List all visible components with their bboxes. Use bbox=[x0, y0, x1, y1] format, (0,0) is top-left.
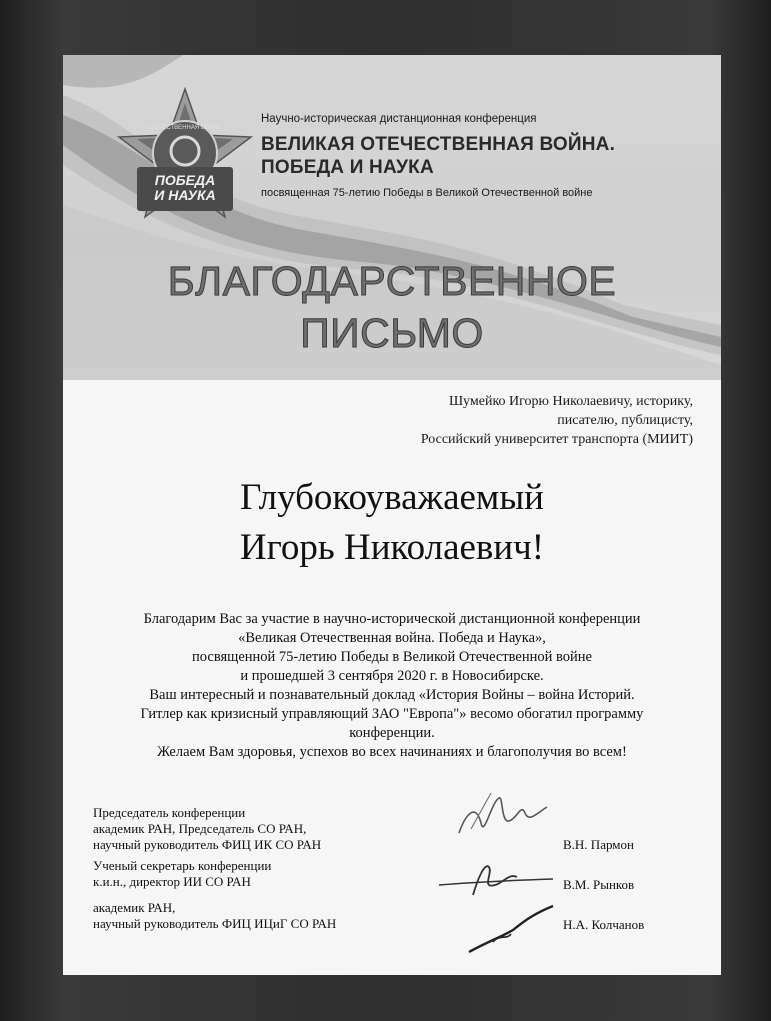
emblem-line2: И НАУКА bbox=[154, 187, 216, 203]
document-title-line2: ПИСЬМО bbox=[300, 310, 484, 356]
signatory-position-line: Ученый секретарь конференции bbox=[93, 858, 272, 873]
body-line: Гитлер как кризисный управляющий ЗАО "Европа"» весомо обогатил программу bbox=[140, 706, 644, 722]
body-line: посвященной 75-летию Победы в Великой Отечественной войне bbox=[192, 649, 592, 665]
body-line: Благодарим Вас за участие в научно-исторической дистанционной конференции bbox=[143, 611, 641, 627]
letter-sheet bbox=[63, 55, 721, 975]
conference-title bbox=[261, 133, 701, 179]
document-title bbox=[63, 255, 721, 359]
signature-3 bbox=[463, 900, 563, 960]
body-line: «Великая Отечественная война. Победа и Наука», bbox=[238, 630, 546, 646]
letter-body bbox=[93, 610, 691, 762]
signature-2 bbox=[433, 855, 563, 900]
victory-star-emblem-icon bbox=[115, 87, 255, 227]
conference-title-line2: ПОБЕДА И НАУКА bbox=[261, 157, 434, 178]
signatory-position-line: академик РАН, bbox=[93, 900, 176, 915]
body-line: Ваш интересный и познавательный доклад «История Войны – война Историй. bbox=[149, 687, 635, 703]
signatory-position-line: академик РАН, Председатель СО РАН, bbox=[93, 821, 307, 836]
greeting-line1: Глубокоуважаемый bbox=[240, 477, 544, 518]
body-line: конференции. bbox=[349, 725, 435, 741]
signatory-1-position bbox=[93, 805, 321, 853]
signature-1 bbox=[451, 783, 561, 843]
signatory-2-position bbox=[93, 858, 271, 890]
signatory-position-line: научный руководитель ФИЦ ИК СО РАН bbox=[93, 837, 322, 852]
recipient-line2: писателю, публицисту, bbox=[557, 413, 693, 428]
conference-type: Научно-историческая дистанционная конференция bbox=[261, 113, 537, 125]
conference-dedication: посвященная 75-летию Победы в Великой Отечественной войне bbox=[261, 187, 593, 199]
emblem-arc-text: ОТЕЧЕСТВЕННАЯ ВОЙНА bbox=[146, 125, 222, 131]
signatory-3-position bbox=[93, 900, 336, 932]
conference-title-line1: ВЕЛИКАЯ ОТЕЧЕСТВЕННАЯ ВОЙНА. bbox=[261, 134, 616, 155]
emblem-line1: ПОБЕДА bbox=[154, 172, 216, 188]
recipient-line1: Шумейко Игорю Николаевичу, историку, bbox=[448, 394, 693, 409]
body-line: и прошедшей 3 сентября 2020 г. в Новосибирске. bbox=[240, 668, 544, 684]
body-line: Желаем Вам здоровья, успехов во всех начинаниях и благополучия во всем! bbox=[157, 744, 627, 760]
signatory-3-name: Н.А. Колчанов bbox=[563, 917, 645, 932]
signatory-1-name: В.Н. Пармон bbox=[563, 837, 634, 852]
recipient-block bbox=[421, 392, 693, 449]
signatory-2-name: В.М. Рынков bbox=[563, 877, 635, 892]
signatory-position-line: Председатель конференции bbox=[93, 805, 246, 820]
signatory-position-line: к.и.н., директор ИИ СО РАН bbox=[93, 874, 251, 889]
greeting-line2: Игорь Николаевич! bbox=[239, 527, 545, 568]
signatory-position-line: научный руководитель ФИЦ ИЦиГ СО РАН bbox=[93, 916, 337, 931]
header-band bbox=[63, 55, 721, 380]
greeting bbox=[63, 473, 721, 573]
document-title-line1: БЛАГОДАРСТВЕННОЕ bbox=[167, 258, 617, 304]
emblem-text bbox=[137, 173, 233, 203]
recipient-line3: Российский университет транспорта (МИИТ) bbox=[420, 432, 693, 447]
